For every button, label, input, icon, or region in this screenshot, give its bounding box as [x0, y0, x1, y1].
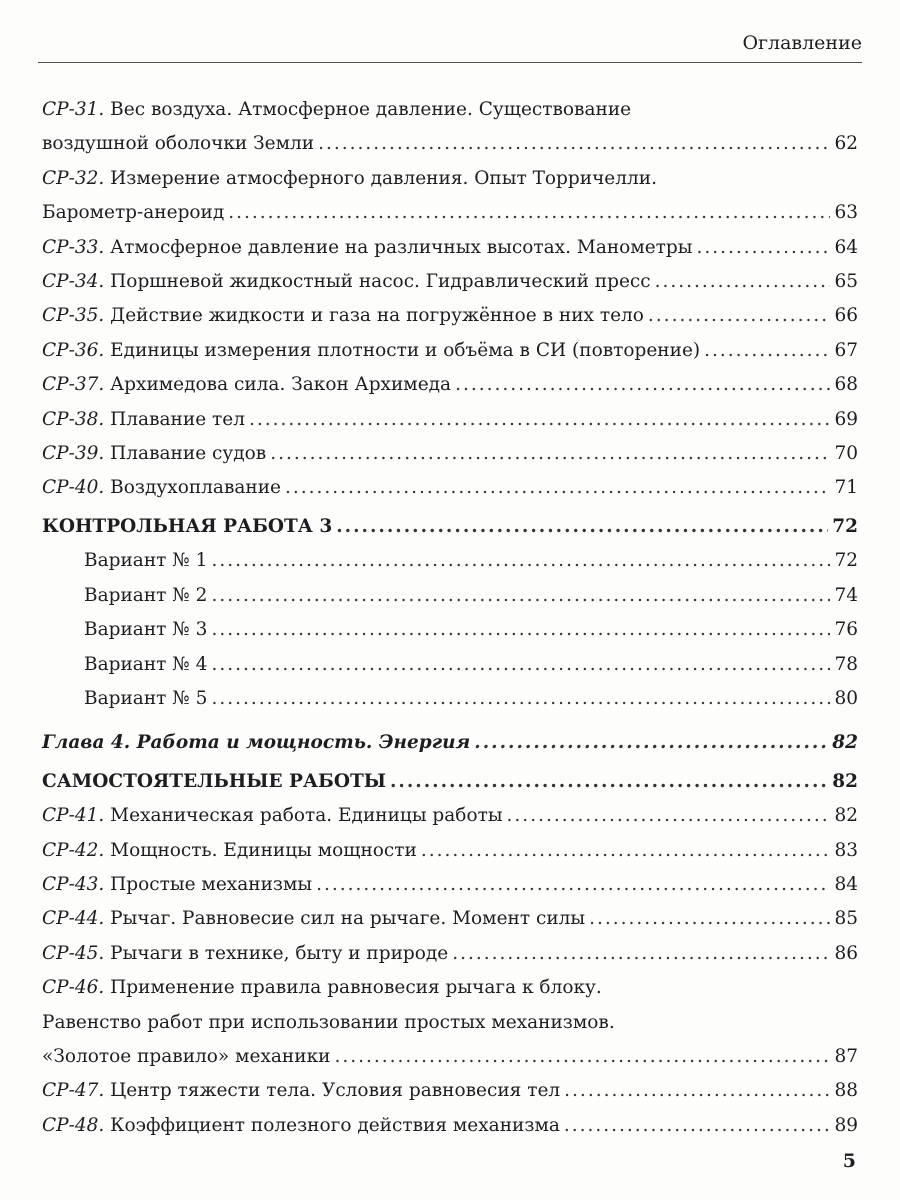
- toc-line: [42, 765, 858, 799]
- toc-entry: [42, 231, 858, 265]
- toc-line: [42, 299, 858, 333]
- entry-title: [42, 799, 503, 833]
- toc-entry: [42, 299, 858, 333]
- toc-line: [42, 834, 858, 868]
- entry-page: 87: [834, 1045, 858, 1067]
- dot-leader: [334, 1040, 830, 1074]
- entry-text: Измерение атмосферного давления. Опыт Торричелли.: [110, 167, 657, 189]
- entry-page: 89: [834, 1114, 858, 1136]
- toc-line: [42, 1109, 858, 1143]
- entry-code: СР-44.: [42, 908, 105, 930]
- toc-line: [42, 902, 858, 936]
- header-rule: [38, 62, 862, 63]
- entry-title: [42, 265, 651, 299]
- dot-leader: [211, 682, 830, 716]
- entry-page: 69: [834, 408, 858, 430]
- entry-code: СР-31.: [42, 99, 105, 120]
- entry-code: СР-36.: [42, 339, 105, 361]
- toc-entry: [42, 437, 858, 471]
- toc-line: [84, 613, 858, 647]
- entry-text: КОНТРОЛЬНАЯ РАБОТА 3: [42, 515, 333, 537]
- dot-leader: [696, 231, 830, 265]
- entry-title: [42, 196, 224, 230]
- toc-line: [42, 403, 858, 437]
- dot-leader: [316, 868, 830, 902]
- entry-title: [42, 334, 700, 368]
- entry-text: Архимедова сила. Закон Архимеда: [110, 374, 452, 396]
- entry-text: Механическая работа. Единицы работы: [110, 805, 503, 827]
- toc-line: [42, 471, 858, 505]
- entry-text: Вариант № 4: [84, 653, 208, 675]
- entry-page: 88: [834, 1080, 858, 1102]
- toc-line: [42, 231, 858, 265]
- dot-leader: [336, 510, 828, 544]
- entry-title: [42, 471, 281, 505]
- toc-entry: [42, 834, 858, 868]
- toc-line: [42, 868, 858, 902]
- dot-leader: [564, 1109, 831, 1143]
- entry-text: Атмосферное давление на различных высотах. Манометры: [110, 236, 693, 258]
- entry-page: 83: [834, 839, 858, 861]
- toc-entry: [42, 682, 858, 716]
- dot-leader: [507, 799, 831, 833]
- entry-text: Действие жидкости и газа на погружённое в них тело: [110, 305, 644, 327]
- dot-leader: [648, 299, 831, 333]
- entry-code: СР-38.: [42, 408, 105, 430]
- entry-page: 82: [832, 770, 858, 792]
- entry-title: [42, 834, 417, 868]
- entry-text: «Золотое правило» механики: [42, 1045, 331, 1067]
- entry-text: Плавание тел: [110, 408, 245, 430]
- entry-title: [42, 1006, 615, 1040]
- dot-leader: [211, 613, 830, 647]
- entry-title: [84, 682, 207, 716]
- toc-line: [42, 127, 858, 161]
- running-header: Оглавление: [742, 32, 862, 54]
- toc-line: [42, 971, 858, 1005]
- toc-entry: [42, 648, 858, 682]
- entry-title: [42, 510, 332, 544]
- entry-code: СР-47.: [42, 1080, 105, 1102]
- entry-title: [42, 127, 314, 161]
- entry-title: [42, 971, 602, 1005]
- entry-title: [42, 726, 470, 760]
- entry-text: Вариант № 1: [84, 550, 208, 572]
- toc-line: [84, 682, 858, 716]
- entry-code: СР-43.: [42, 873, 105, 895]
- entry-page: 80: [834, 687, 858, 709]
- entry-title: [42, 93, 631, 127]
- entry-page: 66: [834, 305, 858, 327]
- entry-page: 63: [834, 202, 858, 224]
- dot-leader: [421, 834, 831, 868]
- entry-code: СР-41.: [42, 805, 105, 827]
- entry-text: Воздухоплавание: [110, 477, 282, 499]
- toc-line: [42, 726, 858, 760]
- toc-entry: [42, 765, 858, 799]
- entry-page: 71: [834, 477, 858, 499]
- entry-page: 86: [834, 942, 858, 964]
- entry-text: Плавание судов: [110, 443, 267, 465]
- dot-leader: [228, 196, 830, 230]
- toc-line: [42, 510, 858, 544]
- entry-page: 70: [834, 443, 858, 465]
- entry-text: Вариант № 2: [84, 584, 208, 606]
- entry-title: [42, 1109, 560, 1143]
- dot-leader: [704, 334, 830, 368]
- toc-entry: [42, 799, 858, 833]
- toc-line: [42, 1006, 858, 1040]
- entry-title: [84, 648, 207, 682]
- entry-page: 72: [834, 550, 858, 572]
- entry-text: САМОСТОЯТЕЛЬНЫЕ РАБОТЫ: [42, 770, 386, 792]
- entry-text: воздушной оболочки Земли: [42, 133, 315, 155]
- entry-title: [84, 613, 207, 647]
- entry-page: 65: [834, 271, 858, 293]
- toc-line: [42, 334, 858, 368]
- entry-title: [42, 868, 312, 902]
- toc-entry: [42, 726, 858, 760]
- toc-line: [42, 265, 858, 299]
- toc-entry: [42, 1109, 858, 1143]
- table-of-contents: [42, 93, 858, 1143]
- toc-line: [42, 162, 858, 196]
- entry-code: СР-34.: [42, 271, 105, 293]
- toc-line: [42, 93, 858, 127]
- toc-line: [84, 544, 858, 578]
- entry-code: СР-37.: [42, 374, 105, 396]
- toc-entry: [42, 902, 858, 936]
- entry-page: 72: [832, 515, 858, 537]
- page-number: 5: [842, 1150, 856, 1172]
- toc-entry: [42, 613, 858, 647]
- entry-text: Простые механизмы: [110, 873, 313, 895]
- toc-line: [84, 579, 858, 613]
- entry-text: Единицы измерения плотности и объёма в СИ (повторение): [110, 339, 701, 361]
- toc-entry: [42, 334, 858, 368]
- toc-entry: [42, 544, 858, 578]
- dot-leader: [474, 726, 828, 760]
- entry-page: 78: [834, 653, 858, 675]
- toc-entry: [42, 868, 858, 902]
- entry-title: [42, 231, 692, 265]
- entry-text: Вес воздуха. Атмосферное давление. Существование: [110, 99, 632, 120]
- entry-text: Рычаги в технике, быту и природе: [110, 942, 449, 964]
- entry-page: 76: [834, 619, 858, 641]
- dot-leader: [211, 648, 830, 682]
- entry-page: 62: [834, 133, 858, 155]
- dot-leader: [211, 544, 830, 578]
- toc-line: [42, 937, 858, 971]
- toc-line: [42, 1074, 858, 1108]
- dot-leader: [452, 937, 830, 971]
- entry-title: [84, 579, 207, 613]
- entry-text: Глава 4. Работа и мощность. Энергия: [42, 732, 471, 754]
- dot-leader: [589, 902, 830, 936]
- entry-page: 64: [834, 236, 858, 258]
- entry-page: 85: [834, 908, 858, 930]
- entry-title: [42, 1040, 330, 1074]
- dot-leader: [270, 437, 830, 471]
- dot-leader: [390, 765, 828, 799]
- entry-page: 82: [834, 805, 858, 827]
- toc-entry: [42, 368, 858, 402]
- entry-text: Вариант № 5: [84, 687, 208, 709]
- entry-page: 82: [832, 732, 858, 754]
- entry-text: Коэффициент полезного действия механизма: [110, 1114, 560, 1136]
- dot-leader: [655, 265, 831, 299]
- entry-text: Равенство работ при использовании простых механизмов.: [42, 1011, 615, 1033]
- dot-leader: [249, 403, 830, 437]
- toc-line: [84, 648, 858, 682]
- dot-leader: [318, 127, 830, 161]
- toc-entry: [42, 93, 858, 162]
- entry-title: [42, 403, 245, 437]
- toc-entry: [42, 1074, 858, 1108]
- dot-leader: [211, 579, 830, 613]
- entry-title: [42, 1074, 560, 1108]
- entry-code: СР-45.: [42, 942, 105, 964]
- toc-line: [42, 799, 858, 833]
- entry-page: 68: [834, 374, 858, 396]
- dot-leader: [455, 368, 830, 402]
- entry-text: Рычаг. Равновесие сил на рычаге. Момент силы: [110, 908, 586, 930]
- toc-entry: [42, 510, 858, 544]
- dot-leader: [285, 471, 830, 505]
- entry-title: [42, 162, 657, 196]
- entry-title: [42, 437, 266, 471]
- toc-line: [42, 1040, 858, 1074]
- entry-title: [42, 368, 451, 402]
- toc-entry: [42, 162, 858, 231]
- toc-line: [42, 368, 858, 402]
- entry-code: СР-48.: [42, 1114, 105, 1136]
- entry-title: [84, 544, 207, 578]
- entry-code: СР-46.: [42, 977, 105, 999]
- entry-title: [42, 299, 644, 333]
- entry-code: СР-40.: [42, 477, 105, 499]
- toc-entry: [42, 471, 858, 505]
- entry-title: [42, 765, 386, 799]
- entry-text: Поршневой жидкостный насос. Гидравлический пресс: [110, 271, 651, 293]
- toc-entry: [42, 579, 858, 613]
- toc-entry: [42, 403, 858, 437]
- entry-code: СР-42.: [42, 839, 105, 861]
- entry-code: СР-33.: [42, 236, 105, 258]
- entry-code: СР-35.: [42, 305, 105, 327]
- entry-text: Мощность. Единицы мощности: [110, 839, 417, 861]
- entry-text: Барометр-анероид: [42, 202, 225, 224]
- entry-text: Применение правила равновесия рычага к блоку.: [110, 977, 602, 999]
- entry-title: [42, 902, 585, 936]
- toc-line: [42, 437, 858, 471]
- entry-page: 84: [834, 873, 858, 895]
- toc-entry: [42, 937, 858, 971]
- entry-code: СР-39.: [42, 443, 105, 465]
- toc-line: [42, 196, 858, 230]
- toc-entry: [42, 265, 858, 299]
- entry-page: 74: [834, 584, 858, 606]
- entry-text: Вариант № 3: [84, 619, 208, 641]
- entry-text: Центр тяжести тела. Условия равновесия тел: [110, 1080, 561, 1102]
- entry-code: СР-32.: [42, 167, 105, 189]
- entry-title: [42, 937, 448, 971]
- entry-page: 67: [834, 339, 858, 361]
- dot-leader: [564, 1074, 830, 1108]
- toc-entry: [42, 971, 858, 1074]
